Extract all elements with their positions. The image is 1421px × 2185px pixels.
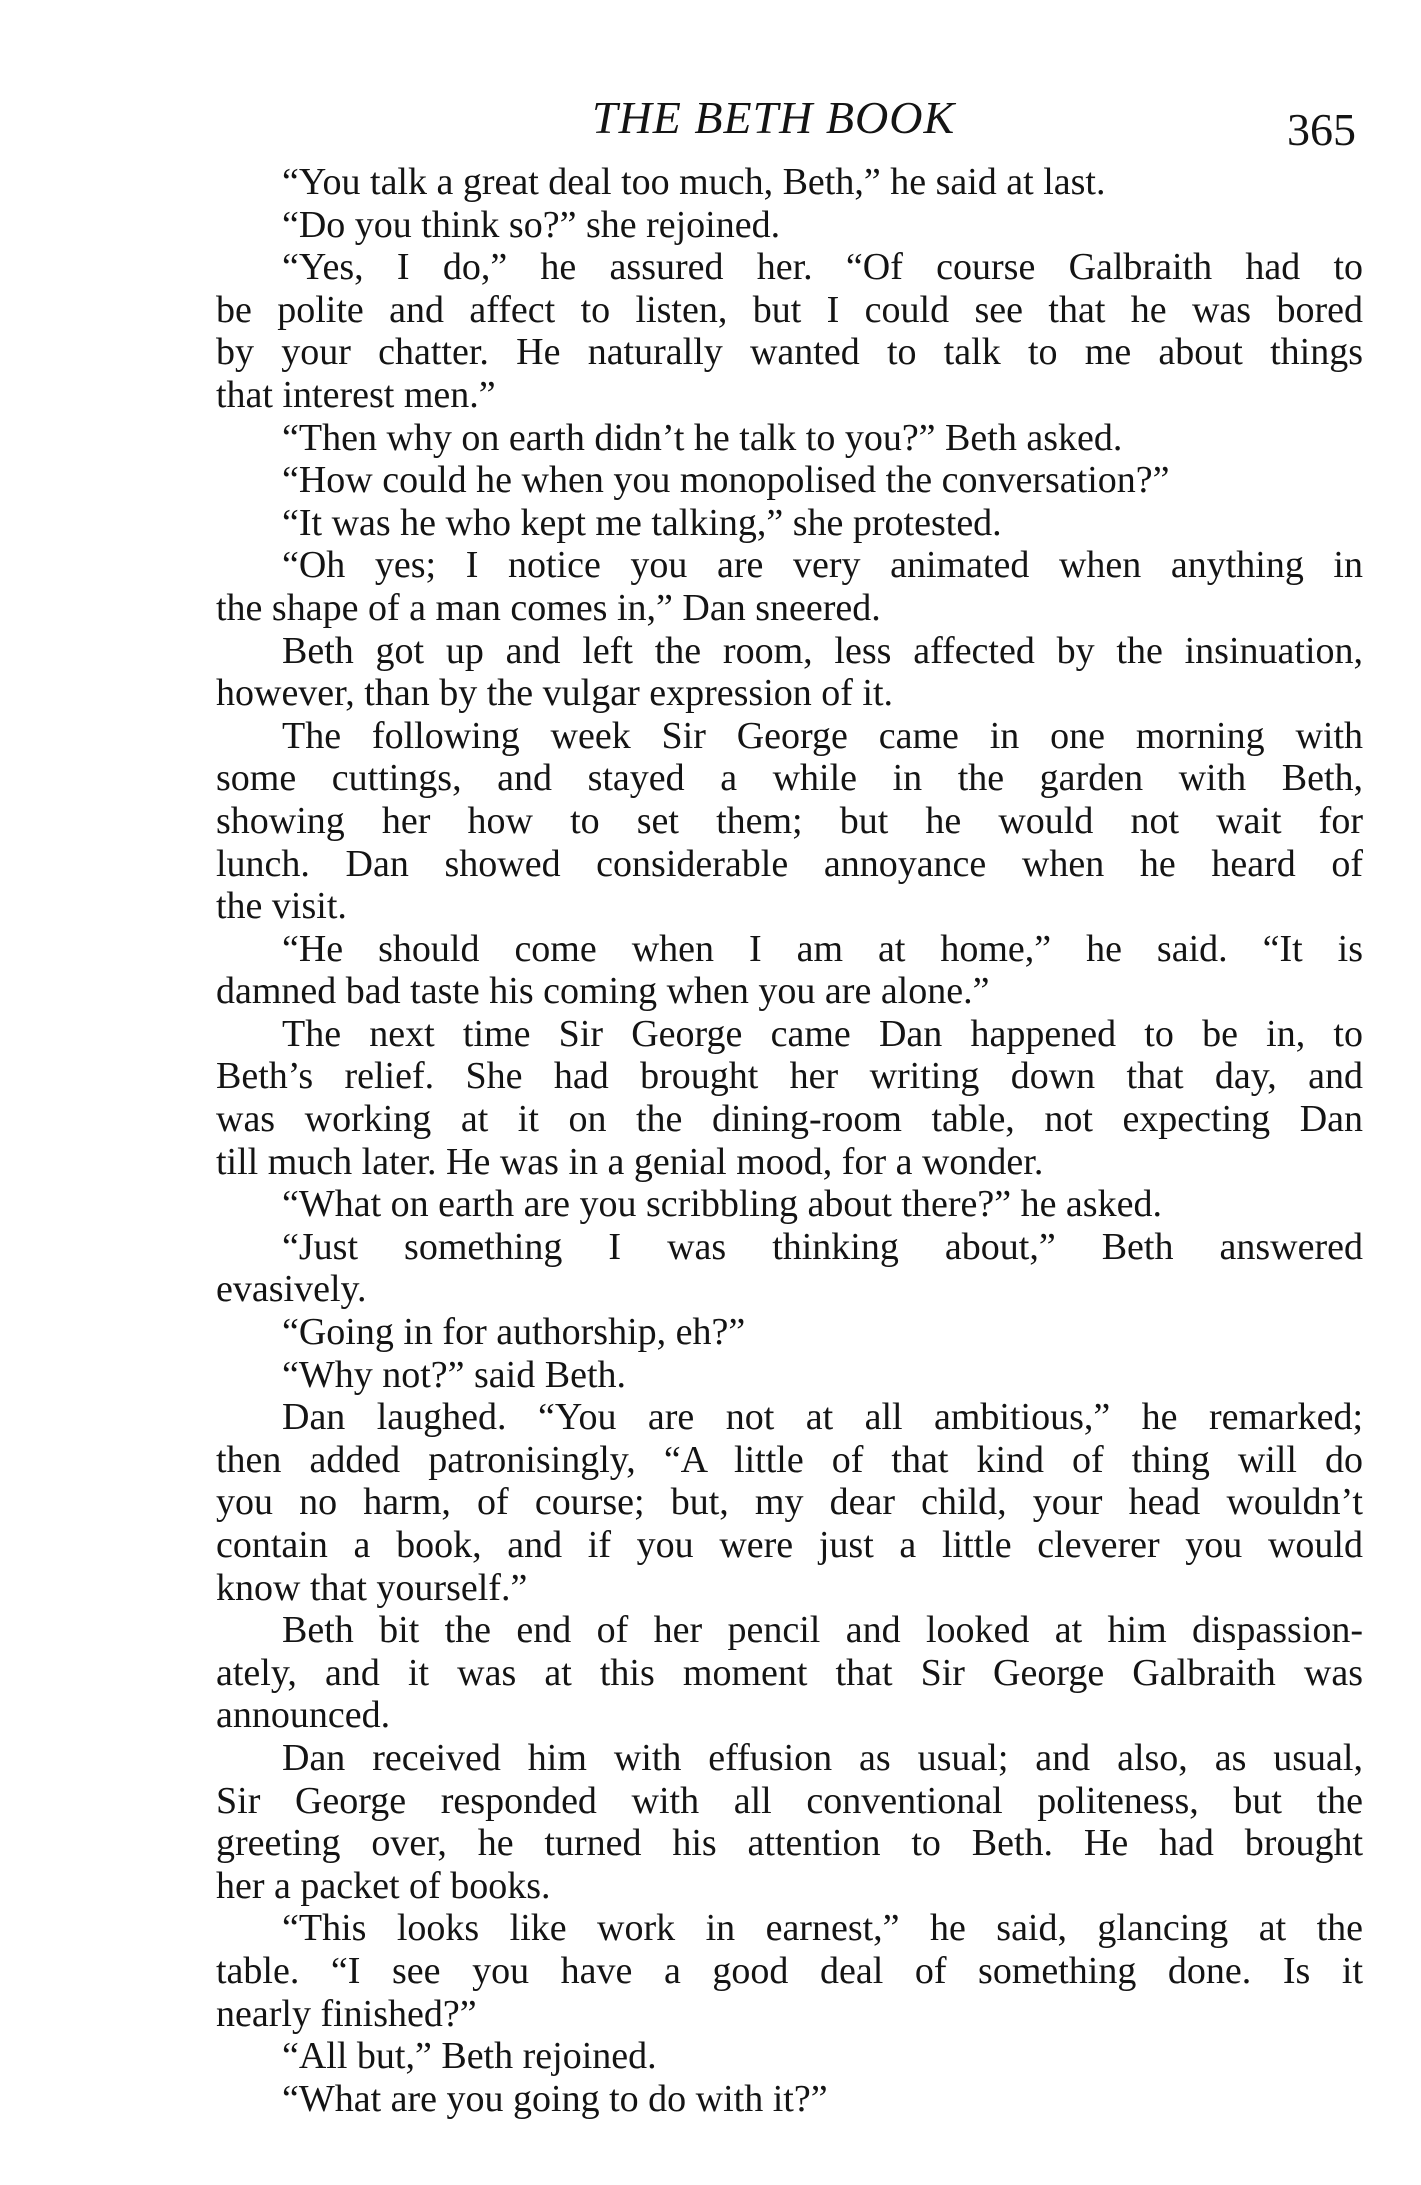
text-body <box>216 161 1363 2120</box>
text-line: Beth’s relief. She had brought her writing down that day, and <box>216 1055 1363 1098</box>
text-line: by your chatter. He naturally wanted to talk to me about things <box>216 331 1363 374</box>
text-line: the visit. <box>216 885 347 928</box>
text-line: her a packet of books. <box>216 1864 551 1907</box>
text-line: Dan laughed. “You are not at all ambitious,” he remarked; <box>282 1396 1363 1439</box>
text-line: “All but,” Beth rejoined. <box>282 2035 657 2078</box>
text-line: showing her how to set them; but he would not wait for <box>216 799 1363 842</box>
text-line: you no harm, of course; but, my dear child, your head wouldn’t <box>216 1481 1363 1524</box>
text-line: “Yes, I do,” he assured her. “Of course Galbraith had to <box>282 246 1363 289</box>
text-line: “He should come when I am at home,” he said. “It is <box>282 927 1363 970</box>
text-line: “What on earth are you scribbling about there?” he asked. <box>282 1183 1162 1226</box>
text-line: “This looks like work in earnest,” he said, glancing at the <box>282 1907 1363 1950</box>
text-line: contain a book, and if you were just a little cleverer you would <box>216 1524 1363 1566</box>
text-line: nearly finished?” <box>216 1992 477 2035</box>
text-line: damned bad taste his coming when you are alone.” <box>216 970 990 1013</box>
text-line: The following week Sir George came in one morning with <box>282 714 1363 757</box>
text-line: Sir George responded with all conventional politeness, but the <box>216 1779 1363 1822</box>
text-line: greeting over, he turned his attention to Beth. He had brought <box>216 1822 1363 1865</box>
text-line: the shape of a man comes in,” Dan sneered. <box>216 586 881 629</box>
text-line: know that yourself.” <box>216 1566 528 1609</box>
text-line: “Why not?” said Beth. <box>282 1353 627 1396</box>
text-line: some cuttings, and stayed a while in the garden with Beth, <box>216 757 1363 800</box>
text-line: “Then why on earth didn’t he talk to you?” Beth asked. <box>282 416 1123 459</box>
text-line: “Oh yes; I notice you are very animated when anything in <box>282 544 1363 587</box>
text-line: “Just something I was thinking about,” Beth answered <box>282 1225 1363 1268</box>
text-line: then added patronisingly, “A little of that kind of thing will do <box>216 1438 1363 1481</box>
text-line: The next time Sir George came Dan happened to be in, to <box>282 1012 1363 1055</box>
text-line: “Going in for authorship, eh?” <box>282 1311 746 1354</box>
text-line: was working at it on the dining-room table, not expecting Dan <box>216 1098 1363 1141</box>
text-line: however, than by the vulgar expression of it. <box>216 672 894 715</box>
text-line: “It was he who kept me talking,” she protested. <box>282 501 1002 544</box>
text-line: “Do you think so?” she rejoined. <box>282 203 781 246</box>
text-line: “How could he when you monopolised the conversation?” <box>282 459 1170 502</box>
text-line: ately, and it was at this moment that Sir George Galbraith was <box>216 1651 1363 1694</box>
text-line: Dan received him with effusion as usual; and also, as usual, <box>282 1736 1363 1779</box>
text-line: evasively. <box>216 1268 367 1311</box>
text-line: “You talk a great deal too much, Beth,” he said at last. <box>282 161 1106 203</box>
text-line: that interest men.” <box>216 373 496 416</box>
text-line: lunch. Dan showed considerable annoyance when he heard of <box>216 842 1363 885</box>
text-line: announced. <box>216 1694 391 1737</box>
text-line: be polite and affect to listen, but I could see that he was bored <box>216 288 1363 331</box>
text-line: Beth got up and left the room, less affected by the insinuation, <box>282 629 1363 672</box>
text-line: till much later. He was in a genial mood, for a wonder. <box>216 1140 1044 1183</box>
running-title: THE BETH BOOK <box>592 92 956 143</box>
text-line: Beth bit the end of her pencil and looked at him dispassion- <box>282 1609 1363 1652</box>
page-header <box>216 88 1366 155</box>
text-line: “What are you going to do with it?” <box>282 2077 828 2120</box>
text-line: table. “I see you have a good deal of something done. Is it <box>216 1949 1363 1992</box>
page-number: 365 <box>1287 104 1356 155</box>
